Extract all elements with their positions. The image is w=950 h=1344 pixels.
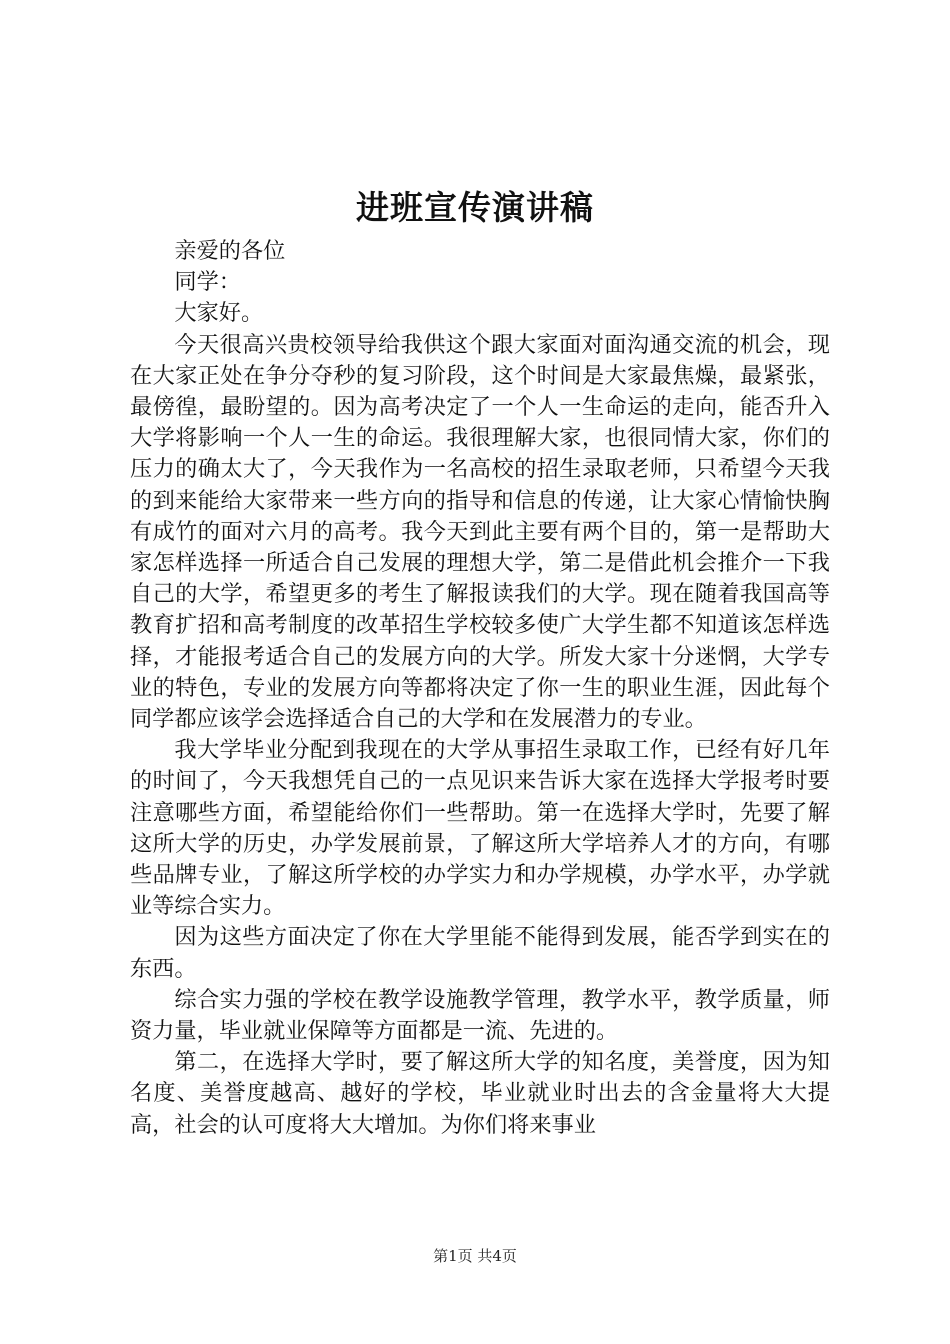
paragraph: 因为这些方面决定了你在大学里能不能得到发展，能否学到实在的东西。 xyxy=(130,924,830,982)
paragraph: 我大学毕业分配到我现在的大学从事招生录取工作，已经有好几年的时间了，今天我想凭自己的一点见识来告诉大家在选择大学报考时要注意哪些方面，希望能给你们一些帮助。第一在选择大学时，先要了解这所大学的历史，办学发展前景，了解这所大学培养人才的方向，有哪些品牌专业，了解这所学校的办学实力和办学规模，办学水平，办学就业等综合实力。 xyxy=(130,737,830,920)
document-body xyxy=(130,236,830,1141)
page-footer: 第1页 共4页 xyxy=(433,1247,517,1265)
paragraph: 今天很高兴贵校领导给我供这个跟大家面对面沟通交流的机会，现在大家正处在争分夺秒的复习阶段，这个时间是大家最焦燥，最紧张，最傍徨，最盼望的。因为高考决定了一个人一生命运的走向，能否升入大学将影响一个人一生的命运。我很理解大家，也很同情大家，你们的压力的确太大了，今天我作为一名高校的招生录取老师，只希望今天我的到来能给大家带来一些方向的指导和信息的传递，让大家心情愉快胸有成竹的面对六月的高考。我今天到此主要有两个目的，第一是帮助大家怎样选择一所适合自己发展的理想大学，第二是借此机会推介一下我自己的大学，希望更多的考生了解报读我们的大学。现在随着我国高等教育扩招和高考制度的改革招生学校较多使广大学生都不知道该怎样选择，才能报考适合自己的发展方向的大学。所发大家十分迷惘，大学专业的特色，专业的发展方向等都将决定了你一生的职业生涯，因此每个同学都应该学会选择适合自己的大学和在发展潜力的专业。 xyxy=(130,331,830,733)
document-title: 进班宣传演讲稿 xyxy=(356,188,594,227)
salutation-line-2: 同学： xyxy=(174,269,241,296)
greeting: 大家好。 xyxy=(174,300,264,327)
salutation-line-1: 亲爱的各位 xyxy=(174,238,286,264)
paragraph: 第二，在选择大学时，要了解这所大学的知名度，美誉度，因为知名度、美誉度越高、越好的学校，毕业就业时出去的含金量将大大提高，社会的认可度将大大增加。为你们将来事业 xyxy=(130,1049,830,1138)
paragraph: 综合实力强的学校在教学设施教学管理，教学水平，教学质量，师资力量，毕业就业保障等方面都是一流、先进的。 xyxy=(130,986,830,1045)
